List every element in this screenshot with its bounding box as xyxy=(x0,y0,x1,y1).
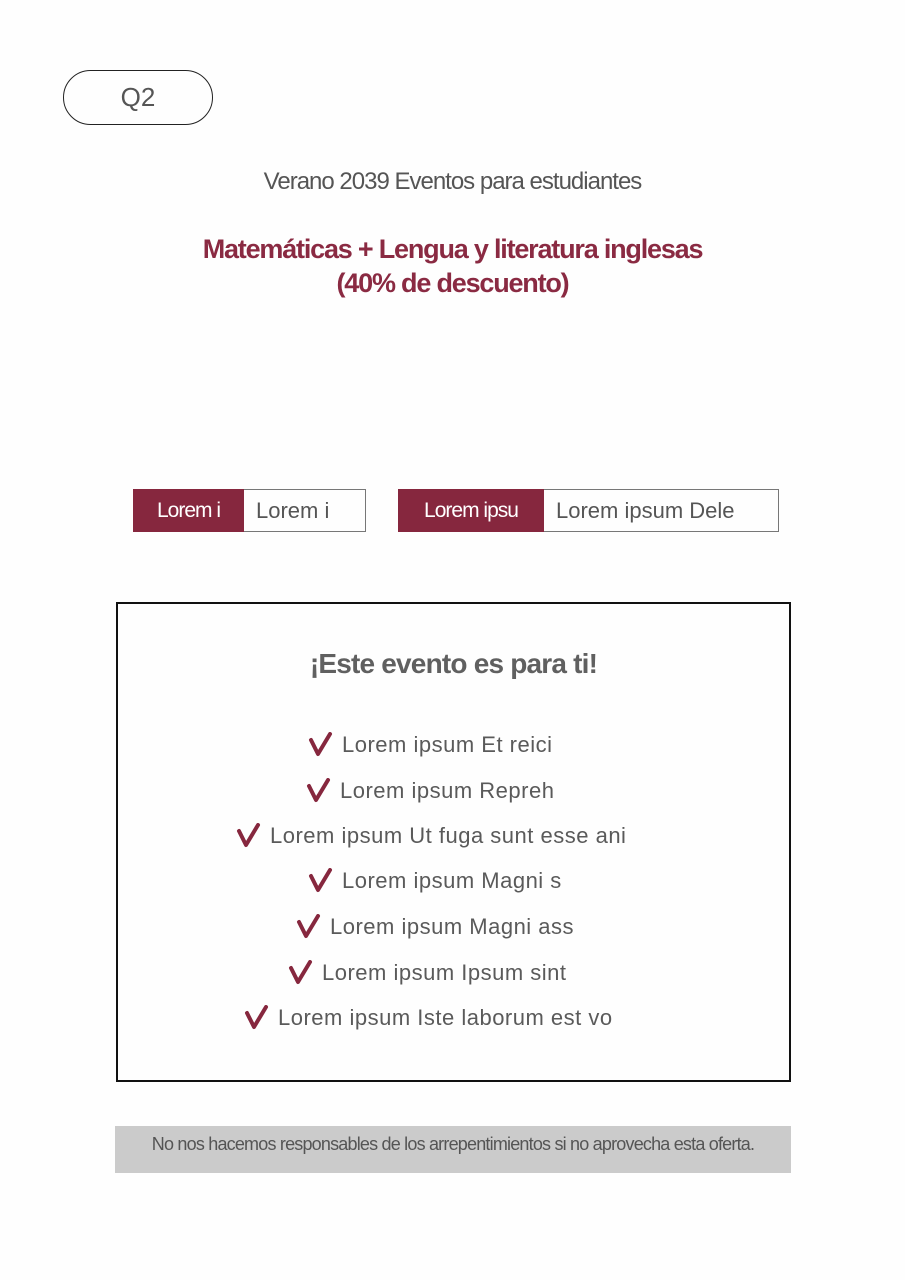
check-icon xyxy=(288,960,314,986)
quarter-badge xyxy=(63,70,213,125)
info-tag-label: Lorem ipsu xyxy=(398,489,544,532)
page-title xyxy=(0,232,905,300)
benefits-box xyxy=(116,602,791,1082)
list-item xyxy=(306,778,554,804)
list-item-text: Lorem ipsum Et reici xyxy=(342,732,553,757)
list-item xyxy=(308,732,553,758)
page-subtitle: Verano 2039 Eventos para estudiantes xyxy=(263,168,642,195)
list-item xyxy=(288,960,567,986)
info-tag-2 xyxy=(398,489,779,532)
list-item xyxy=(296,914,574,940)
list-item xyxy=(308,868,562,894)
info-tag-1 xyxy=(133,489,366,532)
check-icon xyxy=(244,1005,270,1031)
list-item-text: Lorem ipsum Iste laborum est vo xyxy=(278,1005,613,1030)
list-item xyxy=(244,1005,613,1031)
list-item-text: Lorem ipsum Magni ass xyxy=(330,914,575,939)
disclaimer-text: No nos hacemos responsables de los arrepentimientos si no aprovecha esta oferta. xyxy=(151,1134,755,1154)
disclaimer-banner xyxy=(115,1126,791,1173)
quarter-label: Q2 xyxy=(120,82,156,112)
check-icon xyxy=(308,868,334,894)
info-tag-value: Lorem i xyxy=(244,489,366,532)
benefits-title: ¡Este evento es para ti! xyxy=(309,648,598,679)
info-tag-label: Lorem i xyxy=(133,489,244,532)
check-icon xyxy=(306,778,332,804)
check-icon xyxy=(236,823,262,849)
check-icon xyxy=(308,732,334,758)
list-item-text: Lorem ipsum Repreh xyxy=(340,778,555,803)
list-item-text: Lorem ipsum Magni s xyxy=(342,868,562,893)
info-tag-value: Lorem ipsum Dele xyxy=(544,489,779,532)
check-icon xyxy=(296,914,322,940)
list-item xyxy=(236,823,626,849)
list-item-text: Lorem ipsum Ipsum sint xyxy=(322,960,567,985)
title-line-1: Matemáticas + Lengua y literatura inglesas xyxy=(202,234,703,264)
list-item-text: Lorem ipsum Ut fuga sunt esse ani xyxy=(270,823,627,848)
title-line-2: (40% de descuento) xyxy=(336,268,569,298)
